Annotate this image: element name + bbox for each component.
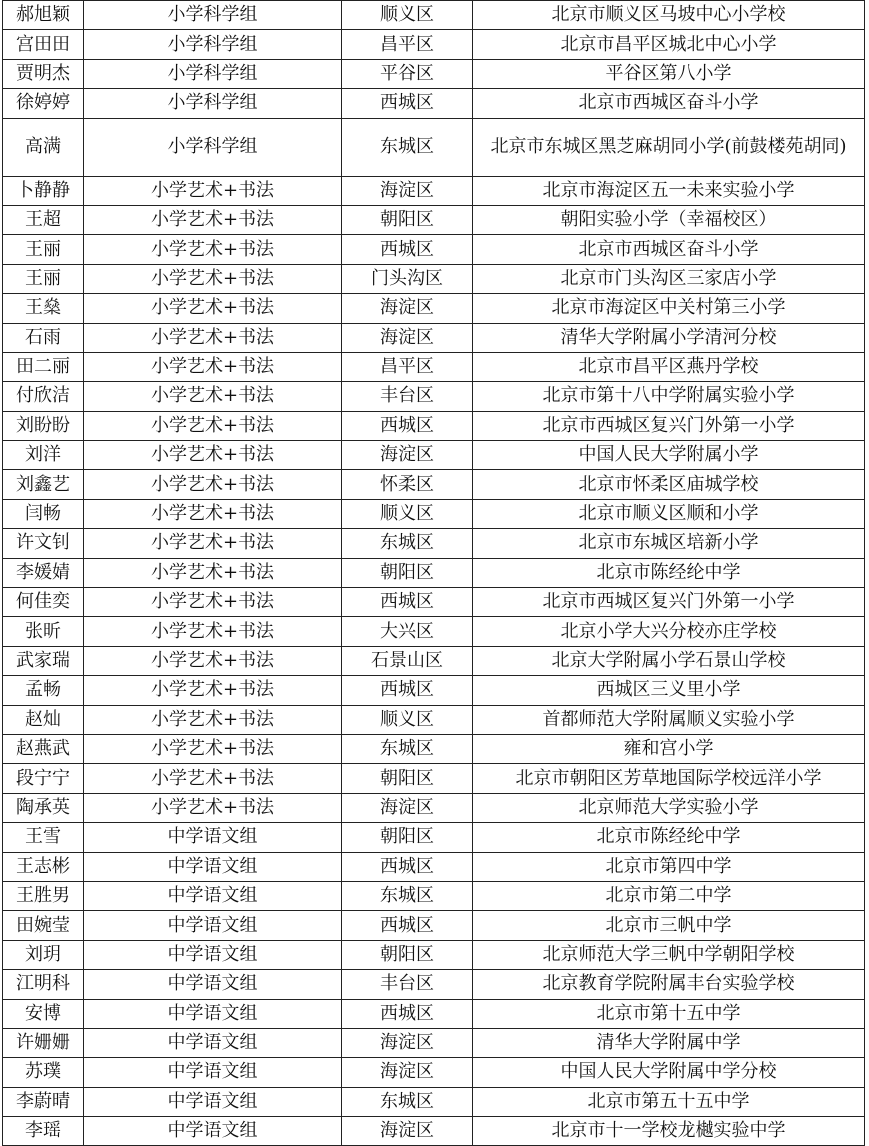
district-cell: 西城区 [342,999,473,1028]
table-row [3,764,865,793]
name-cell: 刘玥 [3,940,84,969]
name-cell: 张昕 [3,617,84,646]
table-row [3,588,865,617]
school-cell: 中国人民大学附属小学 [473,441,865,470]
name-cell: 高满 [3,118,84,176]
group-cell: 小学艺术+书法 [84,264,342,293]
district-cell: 丰台区 [342,970,473,999]
name-cell: 宫田田 [3,30,84,59]
district-cell: 昌平区 [342,30,473,59]
table-row [3,911,865,940]
school-cell: 平谷区第八小学 [473,59,865,88]
name-cell: 何佳奕 [3,588,84,617]
school-cell: 北京市顺义区顺和小学 [473,499,865,528]
name-cell: 王超 [3,205,84,234]
name-cell: 陶承英 [3,793,84,822]
district-cell: 朝阳区 [342,558,473,587]
group-cell: 中学语文组 [84,1028,342,1057]
school-cell: 北京市陈经纶中学 [473,823,865,852]
school-cell: 北京市十一学校龙樾实验中学 [473,1117,865,1146]
district-cell: 海淀区 [342,323,473,352]
name-cell: 贾明杰 [3,59,84,88]
district-cell: 海淀区 [342,1058,473,1087]
table-row [3,1028,865,1057]
school-cell: 北京市怀柔区庙城学校 [473,470,865,499]
name-cell: 徐婷婷 [3,89,84,118]
school-cell: 中国人民大学附属中学分校 [473,1058,865,1087]
group-cell: 小学艺术+书法 [84,793,342,822]
name-cell: 许文钊 [3,529,84,558]
table-row [3,499,865,528]
name-cell: 闫畅 [3,499,84,528]
school-cell: 北京市第十八中学附属实验小学 [473,382,865,411]
table-row [3,617,865,646]
name-cell: 刘盼盼 [3,411,84,440]
district-cell: 石景山区 [342,646,473,675]
district-cell: 西城区 [342,852,473,881]
name-cell: 郝旭颖 [3,1,84,30]
district-cell: 平谷区 [342,59,473,88]
school-cell: 北京市海淀区五一未来实验小学 [473,176,865,205]
name-cell: 李媛婧 [3,558,84,587]
group-cell: 小学艺术+书法 [84,588,342,617]
group-cell: 小学艺术+书法 [84,646,342,675]
district-cell: 昌平区 [342,352,473,381]
group-cell: 小学科学组 [84,1,342,30]
district-cell: 海淀区 [342,294,473,323]
table-row [3,264,865,293]
district-cell: 海淀区 [342,793,473,822]
table-row [3,940,865,969]
school-cell: 北京市东城区黑芝麻胡同小学(前鼓楼苑胡同) [473,118,865,176]
name-cell: 卜静静 [3,176,84,205]
group-cell: 小学艺术+书法 [84,411,342,440]
district-cell: 大兴区 [342,617,473,646]
name-cell: 赵燕武 [3,734,84,763]
school-cell: 西城区三义里小学 [473,676,865,705]
table-row [3,59,865,88]
school-cell: 北京市朝阳区芳草地国际学校远洋小学 [473,764,865,793]
group-cell: 中学语文组 [84,940,342,969]
name-cell: 孟畅 [3,676,84,705]
school-cell: 北京市门头沟区三家店小学 [473,264,865,293]
table-row [3,970,865,999]
group-cell: 中学语文组 [84,823,342,852]
district-cell: 东城区 [342,881,473,910]
table-row [3,176,865,205]
table-row [3,411,865,440]
school-cell: 北京师范大学三帆中学朝阳学校 [473,940,865,969]
name-cell: 王志彬 [3,852,84,881]
district-cell: 西城区 [342,588,473,617]
table-row [3,881,865,910]
group-cell: 小学艺术+书法 [84,676,342,705]
table-row [3,235,865,264]
district-cell: 怀柔区 [342,470,473,499]
school-cell: 北京市顺义区马坡中心小学校 [473,1,865,30]
name-cell: 王胜男 [3,881,84,910]
name-cell: 付欣洁 [3,382,84,411]
table-row [3,1058,865,1087]
school-cell: 朝阳实验小学（幸福校区） [473,205,865,234]
district-cell: 顺义区 [342,705,473,734]
school-cell: 北京市第四中学 [473,852,865,881]
school-cell: 北京市第二中学 [473,881,865,910]
group-cell: 中学语文组 [84,881,342,910]
group-cell: 中学语文组 [84,970,342,999]
table-row [3,1,865,30]
name-cell: 王燊 [3,294,84,323]
name-cell: 李瑶 [3,1117,84,1146]
group-cell: 小学艺术+书法 [84,176,342,205]
group-cell: 小学艺术+书法 [84,558,342,587]
name-cell: 王丽 [3,235,84,264]
school-cell: 北京教育学院附属丰台实验学校 [473,970,865,999]
table-row [3,852,865,881]
school-cell: 北京市西城区复兴门外第一小学 [473,411,865,440]
district-cell: 西城区 [342,911,473,940]
table-row [3,1087,865,1116]
group-cell: 中学语文组 [84,852,342,881]
district-cell: 朝阳区 [342,940,473,969]
name-cell: 赵灿 [3,705,84,734]
district-cell: 西城区 [342,411,473,440]
group-cell: 中学语文组 [84,1087,342,1116]
table-row [3,89,865,118]
name-cell: 田婉莹 [3,911,84,940]
name-cell: 刘鑫艺 [3,470,84,499]
group-cell: 小学科学组 [84,59,342,88]
district-cell: 西城区 [342,676,473,705]
name-cell: 苏璞 [3,1058,84,1087]
school-cell: 北京市东城区培新小学 [473,529,865,558]
table-row [3,823,865,852]
district-cell: 海淀区 [342,176,473,205]
table-row [3,382,865,411]
group-cell: 小学科学组 [84,118,342,176]
district-cell: 东城区 [342,734,473,763]
table-row [3,676,865,705]
roster-table [2,0,865,1146]
name-cell: 江明科 [3,970,84,999]
table-row [3,558,865,587]
table-row [3,205,865,234]
table-row [3,646,865,675]
table-row [3,793,865,822]
district-cell: 朝阳区 [342,823,473,852]
district-cell: 海淀区 [342,1028,473,1057]
table-row [3,323,865,352]
group-cell: 小学艺术+书法 [84,529,342,558]
table-row [3,441,865,470]
district-cell: 丰台区 [342,382,473,411]
table-row [3,1117,865,1146]
school-cell: 北京市西城区奋斗小学 [473,235,865,264]
group-cell: 小学艺术+书法 [84,470,342,499]
school-cell: 北京师范大学实验小学 [473,793,865,822]
group-cell: 小学艺术+书法 [84,705,342,734]
name-cell: 许姗姗 [3,1028,84,1057]
table-row [3,705,865,734]
school-cell: 北京市西城区复兴门外第一小学 [473,588,865,617]
group-cell: 小学科学组 [84,89,342,118]
district-cell: 西城区 [342,89,473,118]
roster-body [3,1,865,1146]
school-cell: 北京市第十五中学 [473,999,865,1028]
district-cell: 朝阳区 [342,764,473,793]
table-row [3,529,865,558]
group-cell: 小学艺术+书法 [84,441,342,470]
school-cell: 北京市三帆中学 [473,911,865,940]
school-cell: 清华大学附属小学清河分校 [473,323,865,352]
school-cell: 北京市昌平区燕丹学校 [473,352,865,381]
name-cell: 王丽 [3,264,84,293]
group-cell: 小学艺术+书法 [84,617,342,646]
group-cell: 中学语文组 [84,911,342,940]
table-row [3,294,865,323]
school-cell: 首都师范大学附属顺义实验小学 [473,705,865,734]
group-cell: 中学语文组 [84,999,342,1028]
group-cell: 小学艺术+书法 [84,734,342,763]
group-cell: 小学艺术+书法 [84,764,342,793]
school-cell: 北京小学大兴分校亦庄学校 [473,617,865,646]
name-cell: 安博 [3,999,84,1028]
district-cell: 顺义区 [342,499,473,528]
group-cell: 小学艺术+书法 [84,235,342,264]
table-row [3,352,865,381]
name-cell: 田二丽 [3,352,84,381]
table-row [3,30,865,59]
name-cell: 刘洋 [3,441,84,470]
school-cell: 北京市海淀区中关村第三小学 [473,294,865,323]
school-cell: 雍和宫小学 [473,734,865,763]
table-row [3,999,865,1028]
group-cell: 小学艺术+书法 [84,205,342,234]
district-cell: 东城区 [342,118,473,176]
table-row [3,118,865,176]
table-row [3,734,865,763]
school-cell: 北京市昌平区城北中心小学 [473,30,865,59]
group-cell: 小学艺术+书法 [84,499,342,528]
district-cell: 海淀区 [342,441,473,470]
school-cell: 北京市第五十五中学 [473,1087,865,1116]
name-cell: 王雪 [3,823,84,852]
table-row [3,470,865,499]
group-cell: 小学艺术+书法 [84,382,342,411]
district-cell: 顺义区 [342,1,473,30]
group-cell: 中学语文组 [84,1117,342,1146]
group-cell: 小学科学组 [84,30,342,59]
district-cell: 门头沟区 [342,264,473,293]
group-cell: 小学艺术+书法 [84,294,342,323]
group-cell: 小学艺术+书法 [84,352,342,381]
name-cell: 石雨 [3,323,84,352]
school-cell: 清华大学附属中学 [473,1028,865,1057]
district-cell: 东城区 [342,529,473,558]
district-cell: 海淀区 [342,1117,473,1146]
school-cell: 北京市陈经纶中学 [473,558,865,587]
name-cell: 武家瑞 [3,646,84,675]
group-cell: 小学艺术+书法 [84,323,342,352]
name-cell: 段宁宁 [3,764,84,793]
group-cell: 中学语文组 [84,1058,342,1087]
school-cell: 北京市西城区奋斗小学 [473,89,865,118]
district-cell: 朝阳区 [342,205,473,234]
name-cell: 李蔚晴 [3,1087,84,1116]
district-cell: 西城区 [342,235,473,264]
school-cell: 北京大学附属小学石景山学校 [473,646,865,675]
district-cell: 东城区 [342,1087,473,1116]
